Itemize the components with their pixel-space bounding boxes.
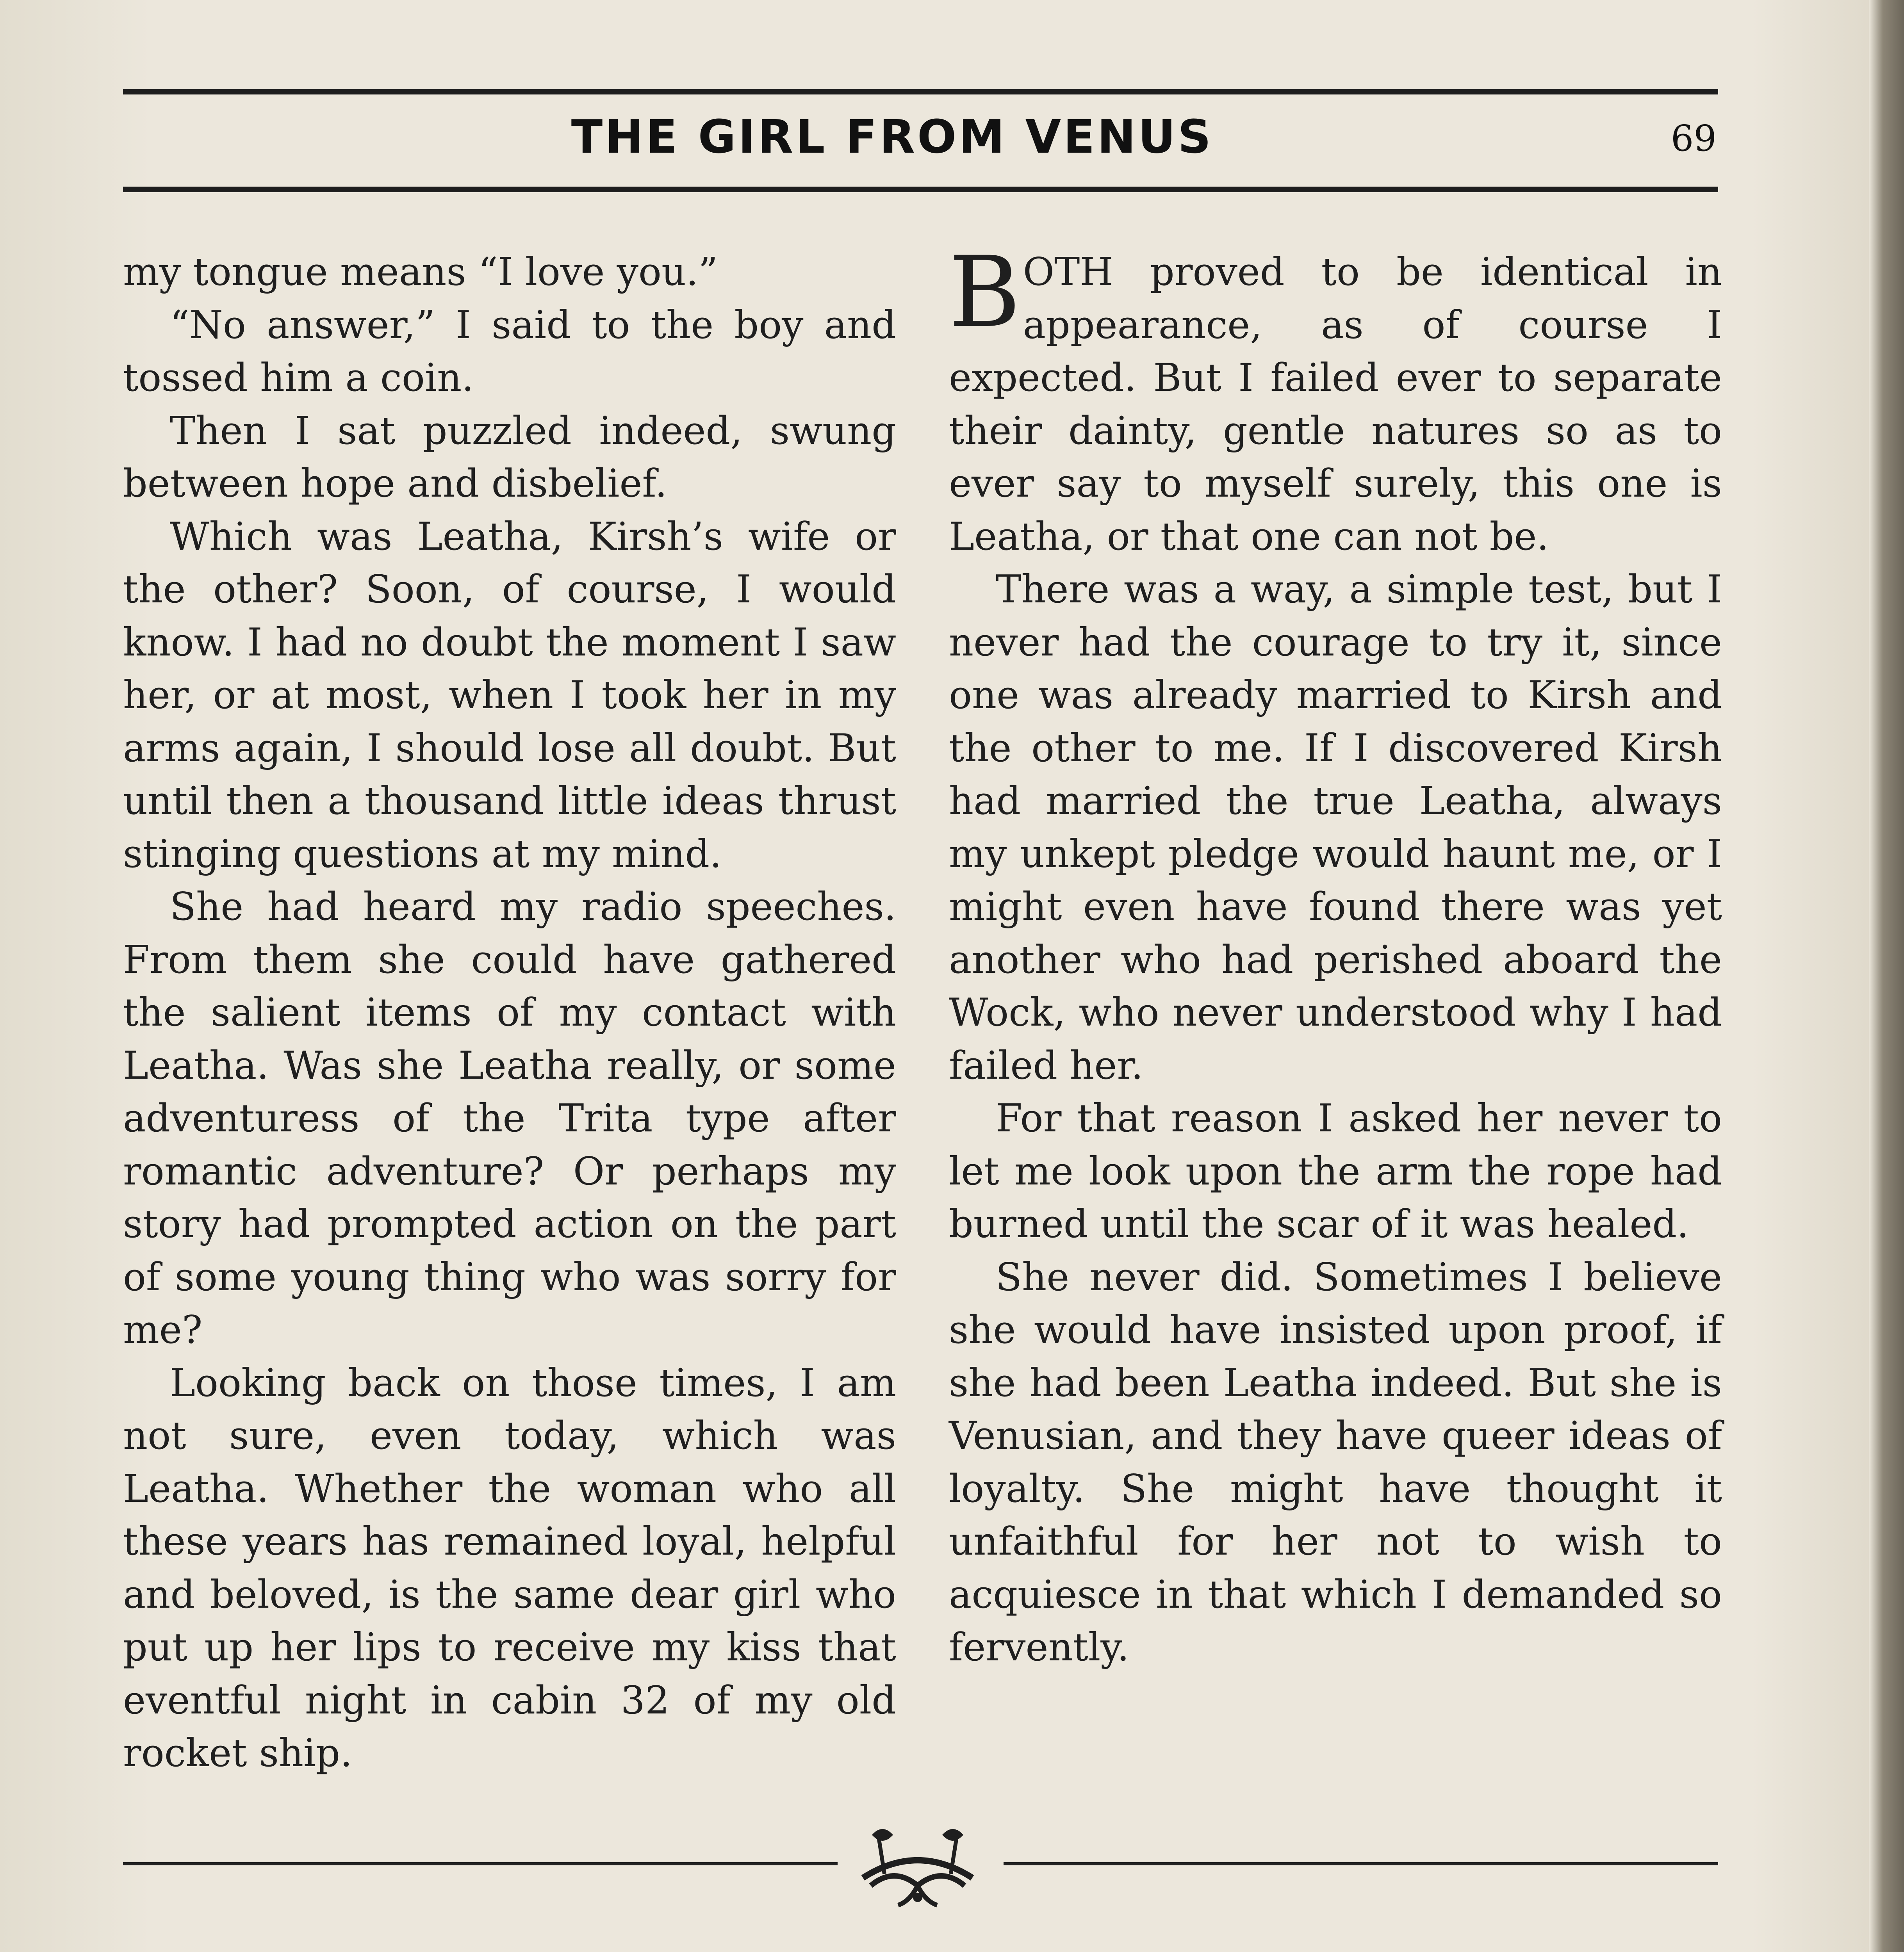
page-spine-edge <box>1869 0 1904 1952</box>
paragraph: She never did. Sometimes I believe she would have insisted upon proof, if she had been Leatha indeed. But she is Venusian, and they have queer ideas of loyalty. She might have thought it unfaithful for her not to wish to acquiesce in that which I demanded so fervently. <box>949 1255 1722 1670</box>
paragraph: She had heard my radio speeches. From them she could have gathered the salient items of my contact with Leatha. Was she Leatha really, or some adventuress of the Trita type after romantic adventure? Or perhaps my story had prompted action on the part of some young thing who was sorry for me? <box>123 885 896 1352</box>
section-opening-paragraph <box>949 235 1722 563</box>
header-bottom-rule <box>123 187 1718 192</box>
paragraph: my tongue means “I love you.” <box>123 250 718 294</box>
paragraph: Then I sat puzzled indeed, swung between hope and disbelief. <box>123 408 896 506</box>
running-title: THE GIRL FROM VENUS <box>571 110 1214 164</box>
paragraph: Which was Leatha, Kirsh’s wife or the other? Soon, of course, I would know. I had no doubt the moment I saw her, or at most, when I took her in my arms again, I should lose all doubt. But until then a thousand little ideas thrust stinging questions at my mind. <box>123 514 896 876</box>
paragraph: “No answer,” I said to the boy and tossed him a coin. <box>123 303 896 400</box>
story-column-right <box>949 235 1722 1674</box>
opening-text: OTH proved to be identical in appearance, as of course I expected. But I failed ever to separate their dainty, gentle natures so as to ever say to myself surely, this one is Leatha, or that one can not be. <box>949 250 1722 559</box>
paragraph: There was a way, a simple test, but I never had the courage to try it, since one was already married to Kirsh and the other to me. If I discovered Kirsh had married the true Leatha, always my unkept pledge would haunt me, or I might even have found there was yet another who had perished aboard the Wock, who never understood why I had failed her. <box>949 567 1722 1088</box>
fleuron-ornament-icon <box>840 1819 996 1913</box>
paragraph: For that reason I asked her never to let me look upon the arm the rope had burned until the scar of it was healed. <box>949 1096 1722 1247</box>
paragraph: Looking back on those times, I am not sure, even today, which was Leatha. Whether the woman who all these years has remained loyal, helpful and beloved, is the same dear girl who put up her lips to receive my kiss that eventful night in cabin 32 of my old rocket ship. <box>123 1361 896 1776</box>
header-top-rule <box>123 89 1718 94</box>
ornament-rule-left <box>123 1862 838 1865</box>
story-column-left <box>123 246 896 1780</box>
drop-cap: B <box>949 235 1021 349</box>
ornament-rule-right <box>1004 1862 1718 1865</box>
page-number: 69 <box>1670 118 1717 159</box>
